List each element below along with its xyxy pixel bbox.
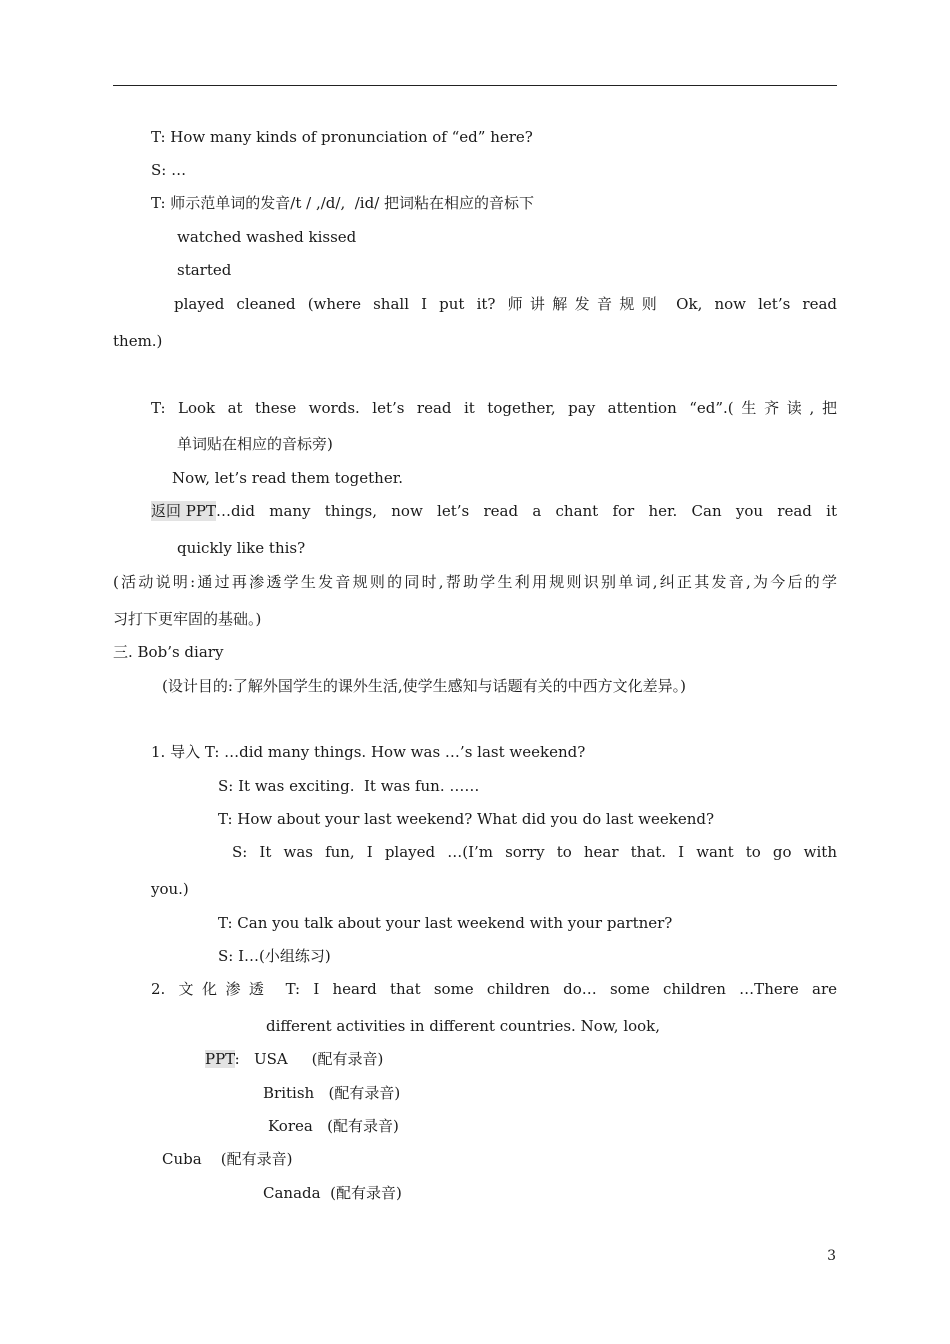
section-heading: 三. Bob’s diary (113, 643, 224, 661)
line-words-d: played cleaned (where shall I put it? 师讲解发音规则 Ok, now let’s read (174, 295, 837, 313)
line-words-t: watched washed kissed (177, 228, 357, 246)
step1-teacher: T: How about your last weekend? What did you do last weekend? (218, 810, 715, 828)
country-british: British (配有录音) (263, 1084, 401, 1102)
line-them: them.) (113, 332, 163, 350)
line-words-id: started (177, 261, 232, 279)
step1-you: you.) (151, 880, 189, 898)
line-teacher-demo: T: 师示范单词的发音/t / ,/d/, /id/ 把词粘在相应的音标下 (151, 194, 535, 212)
line-back-ppt (151, 501, 837, 521)
country-canada: Canada (配有录音) (263, 1184, 402, 1202)
step1-student-fun: S: It was fun, I played …(I’m sorry to hear that. I want to go with (232, 843, 837, 861)
country-korea: Korea (配有录音) (268, 1117, 399, 1135)
step2-activities: different activities in different countries. Now, look, (266, 1017, 661, 1035)
ppt-label: PPT (205, 1050, 235, 1068)
design-purpose: (设计目的:了解外国学生的课外生活,使学生感知与话题有关的中西方文化差异。) (162, 677, 687, 695)
line-read-together: Now, let’s read them together. (172, 469, 403, 487)
line-back-ppt-text: …did many things, now let’s read a chant for her. Can you read it (215, 502, 837, 520)
ppt-usa (205, 1049, 383, 1069)
activity-note: (活动说明:通过再渗透学生发音规则的同时,帮助学生利用规则识别单词,纠正其发音,为今后的学 (113, 573, 837, 591)
country-cuba: Cuba (配有录音) (162, 1150, 293, 1168)
line-teacher-question: T: How many kinds of pronunciation of “ed” here? (151, 128, 533, 146)
ppt-highlight: 返回 PPT (151, 502, 216, 520)
line-quickly: quickly like this? (177, 539, 306, 557)
step2-culture: 2. 文化渗透 T: I heard that some children do… some children …There are (151, 980, 837, 998)
step1-student: S: It was exciting. It was fun. …… (218, 777, 480, 795)
line-look-words: T: Look at these words. let’s read it together, pay attention “ed”.(生齐读,把 (151, 399, 837, 417)
country-usa: : USA (配有录音) (234, 1050, 384, 1068)
step1-partner: T: Can you talk about your last weekend with your partner? (218, 914, 673, 932)
line-stick-words: 单词贴在相应的音标旁) (177, 435, 333, 453)
step1-group: S: I…(小组练习) (218, 947, 331, 965)
activity-note-cont: 习打下更牢固的基础。) (113, 610, 262, 628)
line-student-reply: S: … (151, 161, 187, 179)
step1-intro: 1. 导入 T: …did many things. How was …’s last weekend? (151, 743, 586, 761)
header-rule (113, 85, 837, 86)
page-number: 3 (827, 1248, 836, 1264)
